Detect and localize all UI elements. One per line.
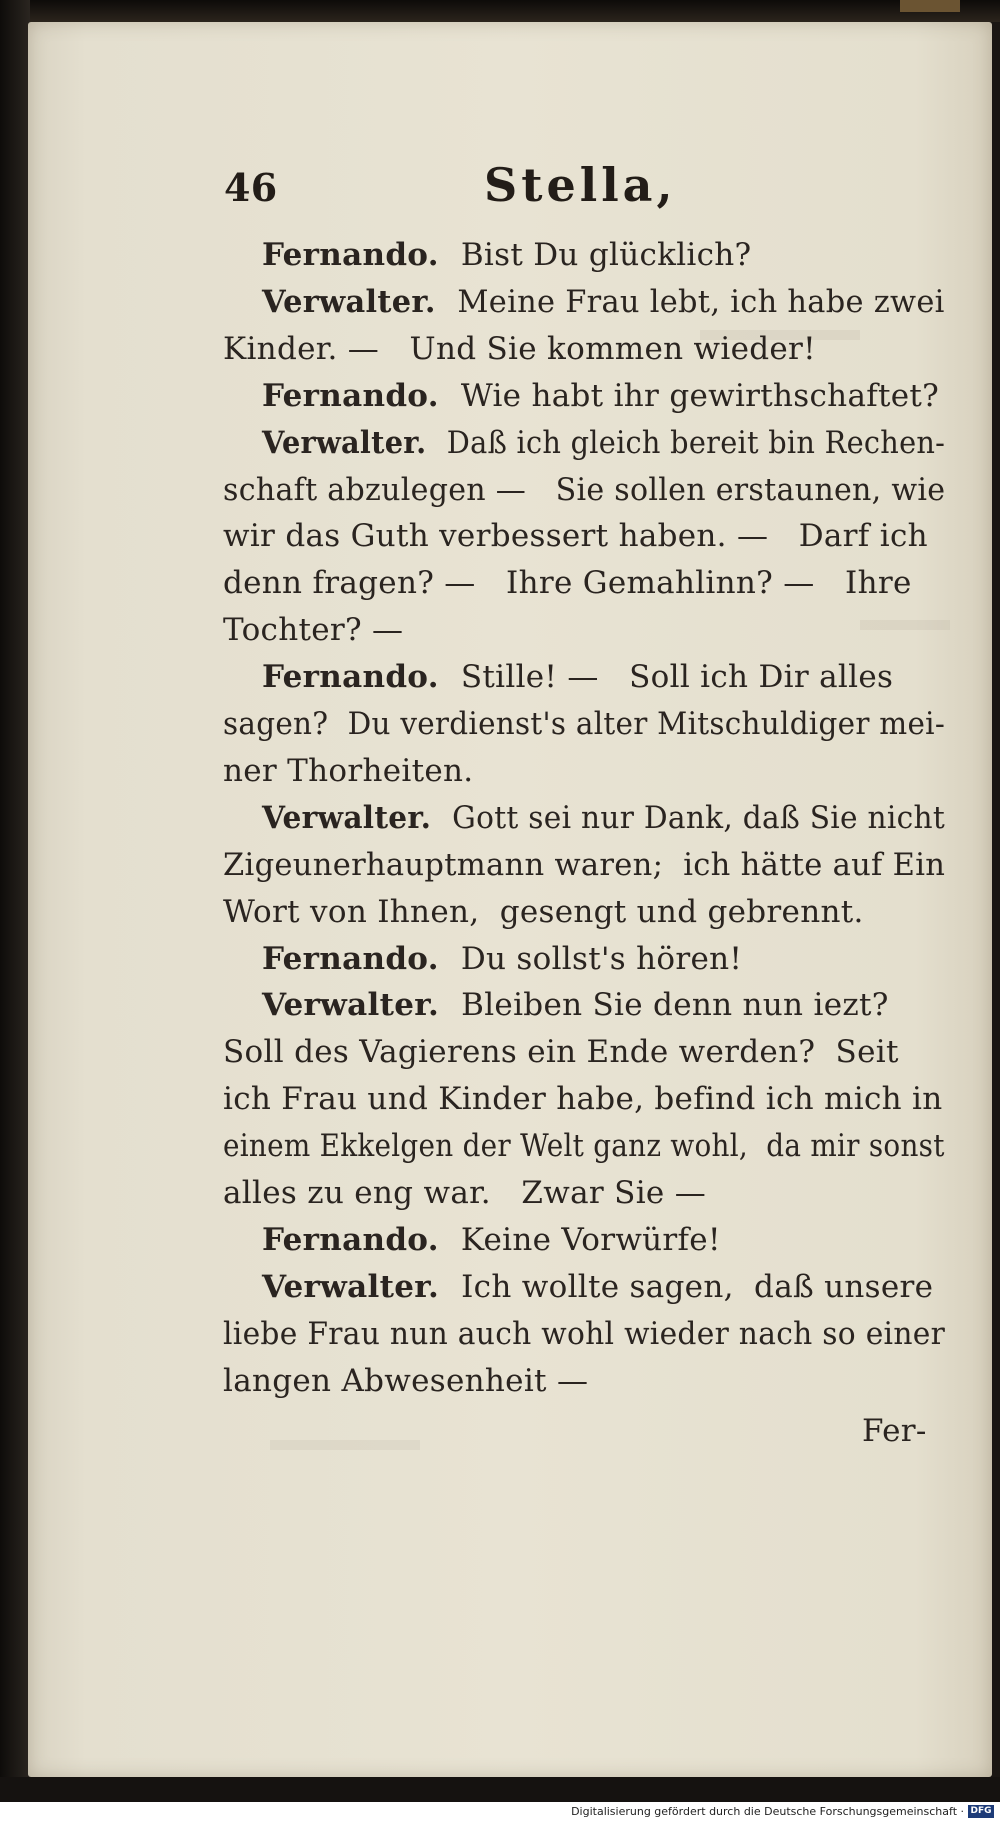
line-text: Meine Frau lebt, ich habe zwei xyxy=(457,283,945,320)
line-text: schaft abzulegen — Sie sollen erstaunen, wie xyxy=(223,471,946,508)
text-line xyxy=(223,560,912,607)
line-text: Soll des Vagierens ein Ende werden? Seit xyxy=(223,1034,899,1071)
text-line xyxy=(223,1311,945,1358)
line-text: Kinder. — Und Sie kommen wieder! xyxy=(223,330,816,367)
bleed-through xyxy=(860,620,950,630)
text-line xyxy=(223,889,864,936)
speaker-name: Verwalter. xyxy=(262,283,436,320)
text-line xyxy=(223,607,403,654)
line-text: Wie habt ihr gewirthschaftet? xyxy=(460,377,940,414)
speaker-name: Fernando. xyxy=(262,940,439,977)
line-text: Tochter? — xyxy=(223,612,404,649)
line-text: Wort von Ihnen, gesengt und gebrennt. xyxy=(223,893,864,930)
speaker-name: Fernando. xyxy=(262,659,439,696)
text-line xyxy=(223,842,945,889)
binding-edge xyxy=(0,0,30,1822)
text-line xyxy=(223,513,928,560)
line-text: Zigeunerhauptmann waren; ich hätte auf Ein xyxy=(223,846,946,883)
line-text: Ich wollte sagen, daß unsere xyxy=(461,1268,934,1305)
text-line xyxy=(262,1217,721,1264)
line-text: denn fragen? — Ihre Gemahlinn? — Ihre xyxy=(223,565,912,602)
scan-bottom-border xyxy=(0,1777,1000,1802)
text-line xyxy=(223,326,816,373)
text-line xyxy=(262,982,889,1029)
line-text: wir das Guth verbessert haben. — Darf ich xyxy=(223,518,928,555)
text-line xyxy=(262,420,945,467)
line-text: alles zu eng war. Zwar Sie — xyxy=(223,1175,707,1211)
speaker-name: Verwalter. xyxy=(262,1268,440,1305)
running-title: Stella, xyxy=(484,158,677,212)
line-text: Daß ich gleich bereit bin Rechen- xyxy=(446,424,946,461)
text-line xyxy=(262,1264,933,1311)
line-text: Bleiben Sie denn nun iezt? xyxy=(461,987,889,1024)
text-line xyxy=(262,936,742,983)
footer-band xyxy=(0,1802,1000,1822)
scan-tab xyxy=(900,0,960,12)
text-line xyxy=(262,232,751,279)
text-line xyxy=(223,1358,588,1405)
text-line xyxy=(223,467,945,514)
line-text: ich Frau und Kinder habe, befind ich mich in xyxy=(223,1081,943,1118)
speaker-name: Fernando. xyxy=(262,377,439,414)
speaker-name: Verwalter. xyxy=(262,987,440,1024)
line-text: ner Thorheiten. xyxy=(223,752,474,789)
text-line xyxy=(223,1076,943,1123)
line-text: Gott sei nur Dank, daß Sie nicht xyxy=(452,799,946,836)
text-line xyxy=(262,795,945,842)
text-line xyxy=(223,701,945,748)
line-text: Du sollst's hören! xyxy=(460,940,743,977)
speaker-name: Fernando. xyxy=(262,1221,439,1258)
text-line xyxy=(262,654,893,701)
scan-top-border xyxy=(0,0,1000,22)
line-text: liebe Frau nun auch wohl wieder nach so einer xyxy=(223,1315,946,1352)
text-line xyxy=(223,1029,899,1076)
text-line xyxy=(223,1123,945,1170)
speaker-name: Verwalter. xyxy=(262,799,432,836)
speaker-name: Fernando. xyxy=(262,237,439,273)
text-line xyxy=(223,748,473,795)
text-line xyxy=(262,373,939,420)
text-line xyxy=(262,279,945,326)
text-line xyxy=(223,1170,706,1217)
line-text: Stille! — Soll ich Dir alles xyxy=(460,659,894,696)
bleed-through xyxy=(270,1440,420,1450)
line-text: Keine Vorwürfe! xyxy=(460,1221,721,1258)
speaker-name: Verwalter. xyxy=(262,424,427,461)
digitization-credit: Digitalisierung gefördert durch die Deutsche Forschungsgemeinschaft · xyxy=(571,1805,964,1818)
line-text: langen Abwesenheit — xyxy=(223,1362,589,1399)
page-number: 46 xyxy=(224,165,278,210)
line-text: Bist Du glücklich? xyxy=(460,237,752,273)
dfg-logo: DFG xyxy=(968,1805,994,1818)
line-text: sagen? Du verdienst's alter Mitschuldiger mei- xyxy=(223,706,946,742)
catchword: Fer- xyxy=(862,1412,927,1449)
line-text: einem Ekkelgen der Welt ganz wohl, da mir sonst xyxy=(223,1128,945,1165)
